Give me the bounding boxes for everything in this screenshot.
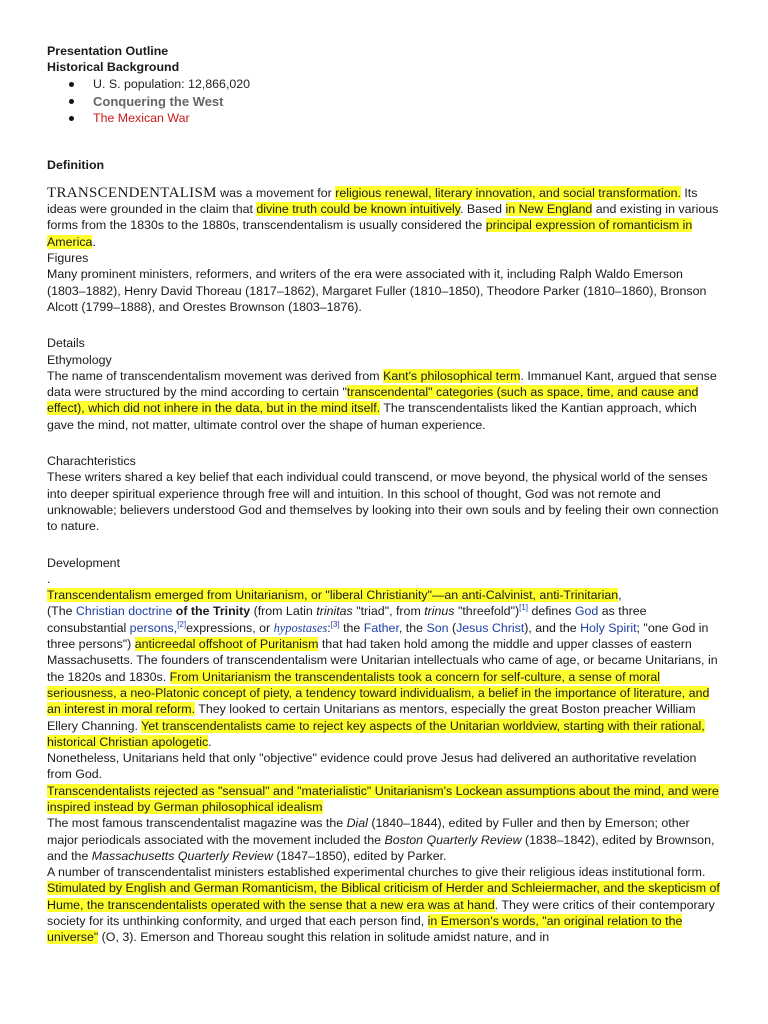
text-span: was a movement for [216,185,336,200]
bullet-item [47,93,723,110]
bullet-icon [69,116,74,121]
text-span: (O, 3). Emerson and Thoreau sought this relation in solitude amidst nature, and in [98,930,550,945]
link-god[interactable]: God [574,604,599,619]
bullet-icon [69,82,74,87]
characteristics-paragraph: These writers shared a key belief that each individual could transcend, or move beyond, the physical world of the senses into deeper spiritual experience through free will and intuition. In this school of thought, God was not remote and unknowable; believers understood God and themselves by looking into their own souls and by feeling their own connection to nature. [47,470,719,534]
development-heading: Development [47,555,121,570]
citation-link[interactable]: [1] [519,603,529,613]
link-hypostases[interactable]: hypostases [273,620,328,635]
outline-title: Presentation Outline [47,44,169,58]
lead-word: TRANSCENDENTALISM [47,184,217,201]
text-span: trinus [424,604,455,619]
highlight: principal expression of romanticism in America [47,218,693,249]
text-span: (from Latin [250,604,317,619]
text-span: (1840–1844), edited by Fuller and then by Emerson; other major periodicals associated with the movement included the [47,816,690,847]
development-paragraph-3 [47,783,723,816]
stray-dot: . [47,571,51,586]
text-span: . Immanuel Kant, argued that sense data were structured by the mind according to certain " [47,368,717,400]
text-span: The most famous transcendentalist magazine was the [47,816,347,831]
development-paragraph-5: A number of transcendentalist ministers established experimental churches to give their religious ideas institutional form. [47,865,706,880]
text-span: : [327,620,331,635]
text-span: . [208,734,212,749]
link-holy-spirit[interactable]: Holy Spirit [580,620,637,635]
text-span: Boston Quarterly Review [384,832,522,847]
text-span: trinitas [316,604,353,619]
text-span: "threefold") [454,604,520,619]
highlight: From Unitarianism the transcendentalists took a concern for self-culture, a sense of moral seriousness, a neo-Platonic concept of piety, a tendency toward individualism, a belief in the importance of literature, and an interest in moral reform. [47,669,710,717]
development-paragraph-1 [47,587,723,750]
highlight: religious renewal, literary innovation, and social transformation. [335,185,681,200]
text-span: The transcendentalists liked the Kantian approach, which gave the mind, not matter, ultimate control over the shape of human experience. [47,401,697,432]
text-span: . [92,234,96,249]
citation-link[interactable]: [2] [177,619,187,629]
text-span: as three consubstantial [47,604,647,635]
link-jesus-christ[interactable]: Jesus Christ [456,620,525,635]
text-span: Dial [346,816,368,831]
text-span: "triad", from [352,604,425,619]
citation-link[interactable]: [3] [330,619,340,629]
bullet-icon [69,99,74,104]
highlight: Transcendentalists rejected as "sensual" and "materialistic" Unitarianism's Lockean assumptions about the mind, and were inspired instead by German philosophical idealism [47,783,719,814]
figures-paragraph: Many prominent ministers, reformers, and writers of the era were associated with it, including Ralph Waldo Emerson (1803–1882), Henry David Thoreau (1817–1862), Margaret Fuller (1810–1850), Theodore Parker (1810–1860), Bronson Alcott (1799–1888), and Orestes Brownson (1803–1876). [47,267,707,314]
link-persons[interactable]: persons, [129,620,178,635]
etymology-paragraph [47,368,723,433]
text-span: . They were critics of their contemporary society for its unthinking conformity, and urged that each person find, [47,897,715,929]
text-span: expressions, or [186,620,274,635]
bullet-text: Conquering the West [93,93,224,109]
link-son[interactable]: Son [426,620,449,635]
text-span: and existing in various forms from the 1830s to the 1880s, transcendentalism is usually considered the [47,202,719,233]
highlight: divine truth could be known intuitively [256,202,461,217]
highlight: Yet transcendentalists came to reject key aspects of the Unitarian worldview, starting with their rational, historical Christian apologetic [47,718,705,749]
text-span: The name of transcendentalism movement was derived from [47,368,384,383]
bullet-item [47,110,723,127]
highlight: in New England [505,202,593,217]
text-span: Massachusetts Quarterly Review [91,848,273,863]
document-page [47,43,723,946]
outline-bullet-list [47,76,723,127]
text-span: They looked to certain Unitarians as mentors, especially the great Boston preacher William Ellery Channing. [47,702,696,733]
text-span: Trinity [212,604,251,619]
development-paragraph-6 [47,880,723,945]
text-span: of the [172,604,213,619]
link-christian-doctrine[interactable]: Christian doctrine [75,604,173,619]
highlight: transcendental" categories (such as space, time, and cause and effect), which did not inhere in the data, but in the mind itself. [47,385,699,416]
highlight: in Emerson's words, "an original relation to the universe" [47,914,683,945]
bullet-text: The Mexican War [93,110,190,125]
highlight: Transcendentalism emerged from Unitarianism, or "liberal Christianity"—an anti-Calvinist, anti-Trinitarian [47,588,619,603]
text-span: Its ideas were grounded in the claim that [47,185,698,217]
text-span: defines [528,604,575,619]
text-span: , [618,588,622,603]
development-paragraph-2: Nonetheless, Unitarians held that only "objective" evidence could prove Jesus had delivered an authoritative revelation from God. [47,751,697,782]
link-father[interactable]: Father [363,620,399,635]
highlight: anticreedal offshoot of Puritanism [134,637,319,652]
text-span: (The [47,604,76,619]
text-span: (1847–1850), edited by Parker. [272,848,447,863]
text-span: (1838–1842), edited by Brownson, and the [47,832,715,863]
text-span: the [339,620,364,635]
figures-heading: Figures [47,251,89,266]
text-span: ), and the [524,620,581,635]
development-paragraph-4 [47,815,723,864]
outline-subtitle: Historical Background [47,60,180,75]
details-heading: Details [47,336,85,351]
definition-heading: Definition [47,157,105,172]
text-span: ( [448,620,457,635]
etymology-heading: Ethymology [47,352,112,367]
definition-paragraph [47,185,723,250]
bullet-item [47,76,723,93]
characteristics-heading: Charachteristics [47,454,136,469]
text-span: , the [398,620,427,635]
highlight: Kant's philosophical term [383,368,521,383]
text-span: that had taken hold among the middle and upper classes of eastern Massachusetts. The founders of transcendentalism were Unitarian intellectuals who came of age, or became Unitarians, in the 1820s and 1830s. [47,637,718,684]
bullet-text: U. S. population: 12,866,020 [93,76,251,91]
text-span: . Based [460,202,506,217]
text-span: ; "one God in three persons") [47,620,709,652]
highlight: Stimulated by English and German Romanticism, the Biblical criticism of Herder and Schleiermacher, and the skepticism of Hume, the transcendentalists operated with the sense that a new era was at hand [47,881,720,912]
